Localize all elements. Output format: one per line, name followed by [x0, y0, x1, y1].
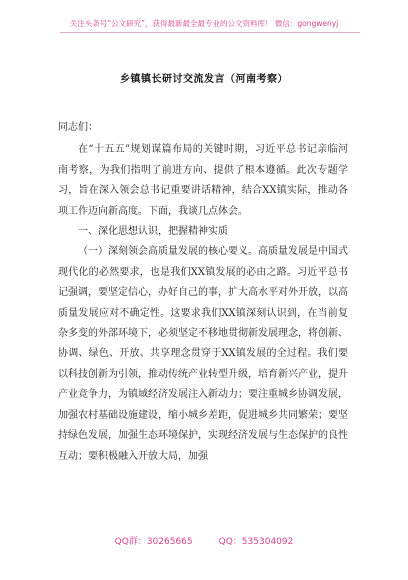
salutation: 同志们：: [58, 122, 98, 133]
header-divider: [60, 32, 360, 33]
paragraph-body: （一）深刻领会高质量发展的核心要义。高质量发展是中国式现代化的必然要求，也是我们XX镇发展的必由之路。习近平总书记强调，要坚定信心，办好自己的事，扩大高水平对外开放，以高质量发展应对不确定性。这要求我们XX镇深刻认识到，在当前复杂多变的外部环境下，必须坚定不移地贯彻新发展理念，将创新、协调、绿色、开放、共享理念贯穿于XX镇发展的全过程。我们要以科技创新为引领，推动传统产业转型升级，培育新兴产业，提升产业竞争力，为镇域经济发展注入新动力；要注重城乡协调发展，加强农村基础设施建设，缩小城乡差距，促进城乡共同繁荣；要坚持绿色发展，加强生态环境保护，实现经济发展与生态保护的良性互动；要积极融入开放大局，加强: [58, 246, 348, 462]
qq-group-text: QQ群：30265665: [114, 537, 193, 547]
document-title: 乡镇镇长研讨交流发言（河南考察）: [120, 74, 288, 85]
paragraph-intro: 在“十五五”规划谋篇布局的关键时期，习近平总书记亲临河南考察，为我们指明了前进方向、提供了根本遵循。此次专题学习，旨在深入领会总书记重要讲话精神，结合XX镇实际，推动各项工作迈向新高度。下面，我谈几点体会。: [58, 144, 348, 217]
section-heading: 一、深化思想认识，把握精神实质: [78, 226, 228, 238]
qq-contact-text: QQ：535304092: [218, 537, 294, 547]
promo-banner: 关注头条号“公文研究”，获得最新最全最专业的公文资料库！ 微信：gongwenyj: [69, 19, 339, 28]
footer-contact: [0, 534, 408, 547]
document-body: [58, 118, 348, 467]
